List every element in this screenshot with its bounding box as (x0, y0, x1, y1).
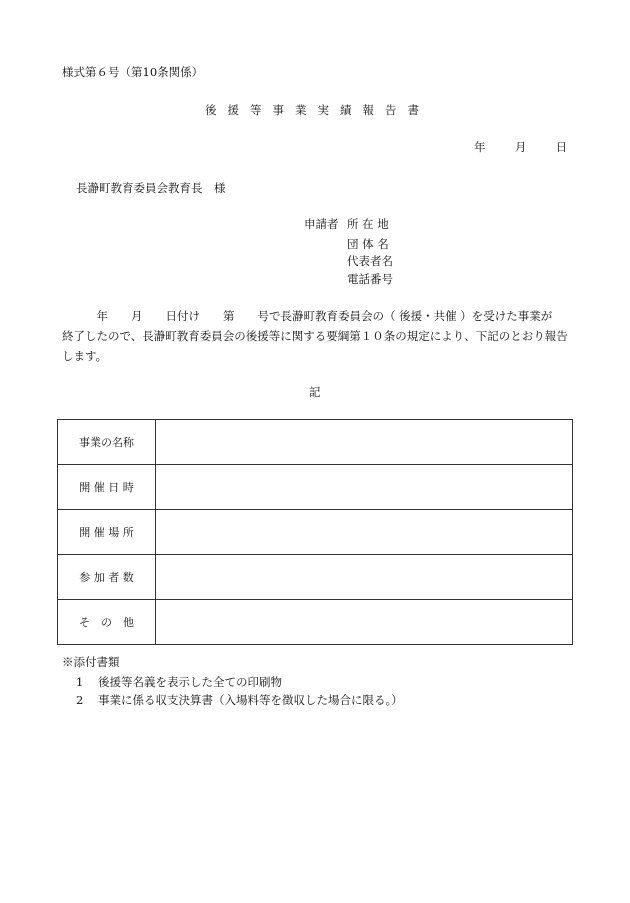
applicant-field-phone: 電話番号 (347, 272, 393, 286)
attachments-heading: ※添付書類 (62, 655, 120, 669)
applicant-field-representative: 代表者名 (347, 254, 393, 268)
table-row (58, 600, 573, 645)
attachment-text: 事業に係る収支決算書（入場料等を徴収した場合に限る。） (98, 693, 403, 707)
document-title: 後援等事業実績報告書 (205, 103, 430, 117)
row-label-other: そ の 他 (58, 600, 156, 645)
date-day: 日 (555, 140, 568, 154)
table-row (58, 555, 573, 600)
table-row (58, 420, 573, 465)
date-line (474, 139, 567, 155)
row-label-datetime: 開 催 日 時 (58, 465, 156, 510)
row-value-other[interactable] (156, 600, 573, 645)
row-label-venue: 開 催 場 所 (58, 510, 156, 555)
date-year: 年 (474, 140, 486, 154)
report-table (57, 419, 573, 645)
applicant-label: 申請者 (304, 217, 339, 231)
row-label-participants: 参 加 者 数 (58, 555, 156, 600)
report-paragraph (62, 306, 570, 366)
table-row (58, 465, 573, 510)
applicant-field-address: 所 在 地 (347, 217, 389, 231)
attachment-item (76, 674, 282, 690)
table-row (58, 510, 573, 555)
row-value-datetime[interactable] (156, 465, 573, 510)
applicant-field-organization: 団 体 名 (347, 237, 389, 251)
attachment-number: 1 (76, 675, 84, 689)
addressee: 長瀞町教育委員会教育長 様 (76, 181, 226, 195)
form-number: 様式第６号（第10条関係） (62, 65, 204, 79)
paragraph-line-2: 終了したので、長瀞町教育委員会の後援等に関する要綱第１０条の規定により、下記のとおり報告 (62, 329, 568, 343)
attachment-item (76, 692, 403, 708)
row-value-event-name[interactable] (156, 420, 573, 465)
row-value-participants[interactable] (156, 555, 573, 600)
row-label-event-name: 事業の名称 (58, 420, 156, 465)
attachment-text: 後援等名義を表示した全ての印刷物 (98, 675, 282, 689)
paragraph-line-3: します。 (62, 349, 108, 363)
date-month: 月 (514, 140, 527, 154)
paragraph-line-1: 年 月 日付け 第 号で長瀞町教育委員会の（ 後援・共催 ）を受けた事業が (62, 309, 553, 323)
attachment-number: 2 (76, 693, 84, 707)
row-value-venue[interactable] (156, 510, 573, 555)
ki-heading: 記 (309, 385, 321, 399)
